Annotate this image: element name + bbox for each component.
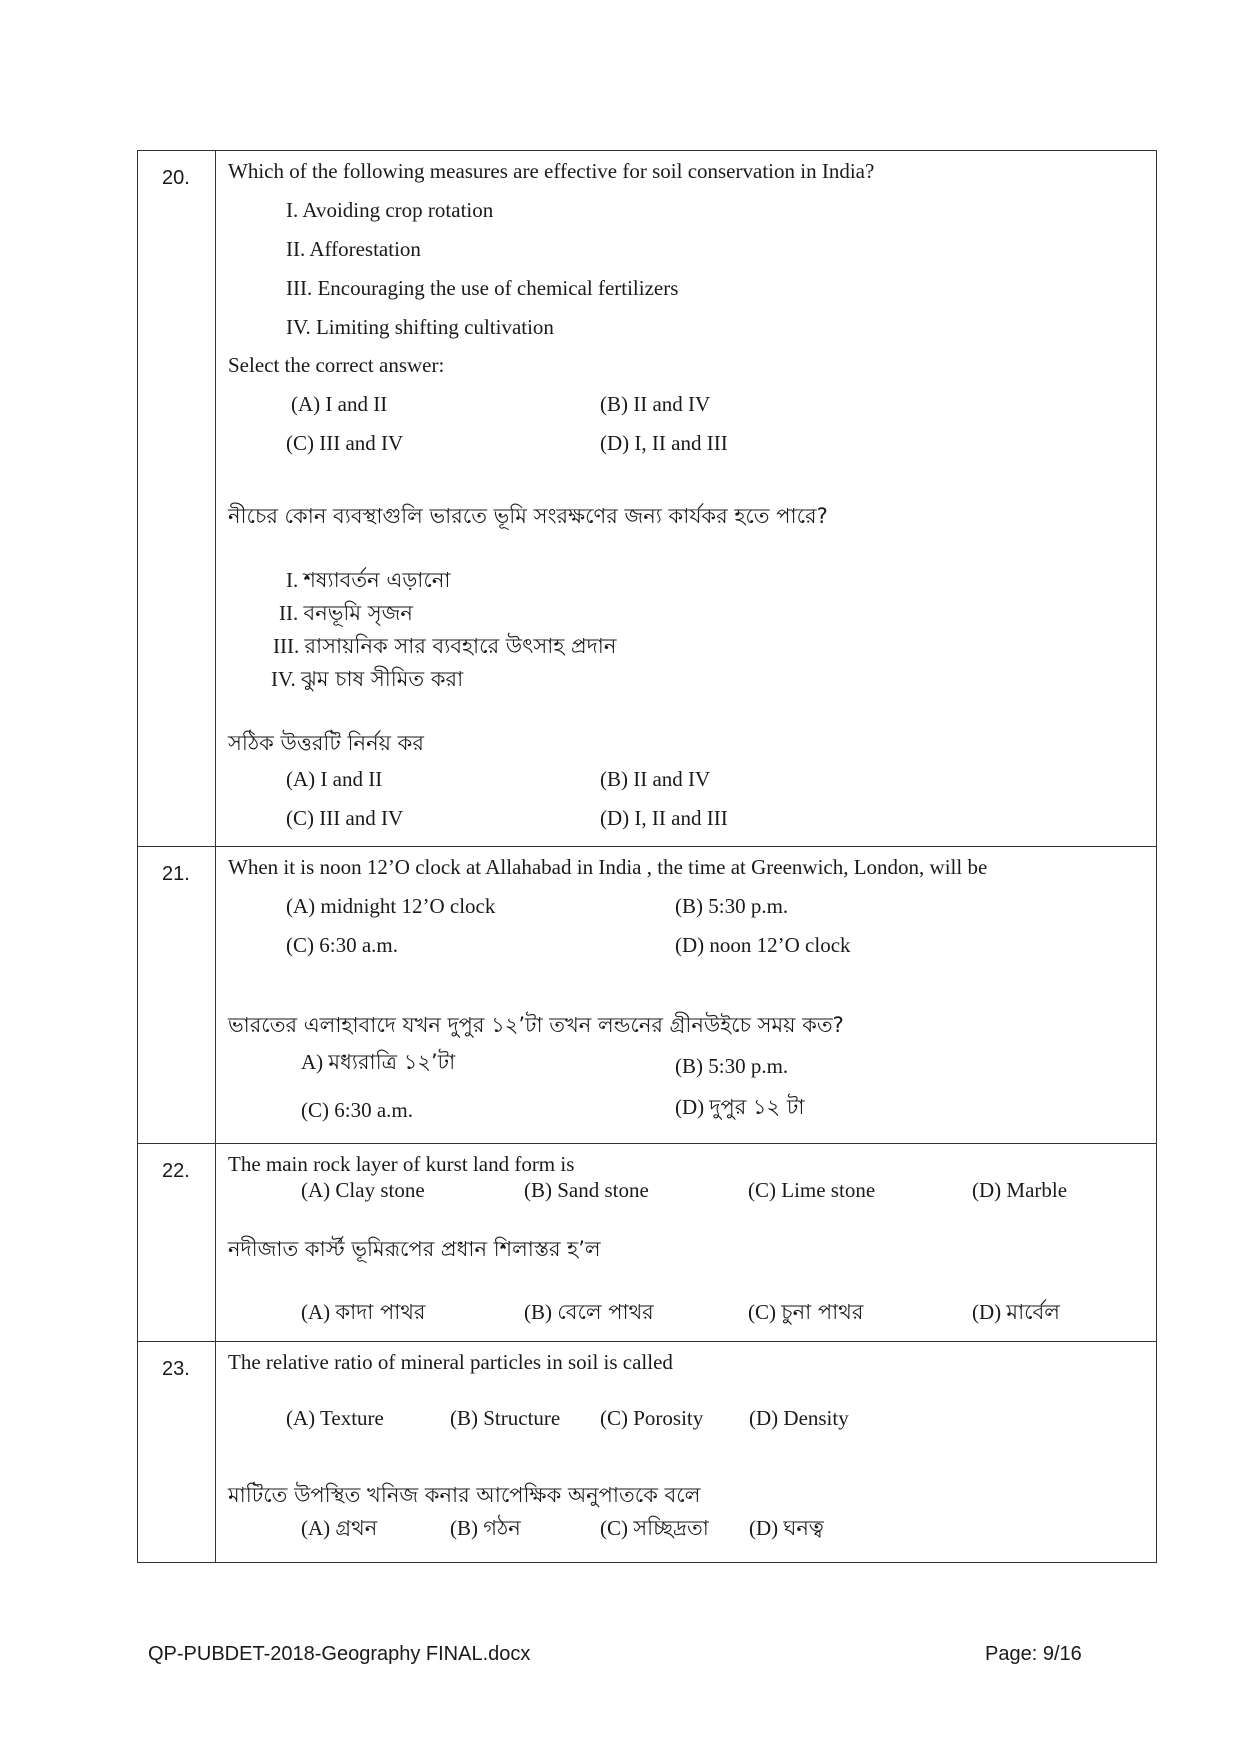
question-body: [216, 151, 1156, 846]
option-a: (A) গ্রথন: [301, 1516, 378, 1540]
statement-bn: III. রাসায়নিক সার ব্যবহারে উৎসাহ প্রদান: [273, 634, 617, 658]
question-number: 23.: [138, 1342, 216, 1563]
question-row-23: [138, 1342, 1157, 1563]
statement-en: IV. Limiting shifting cultivation: [286, 315, 554, 339]
option-d: (D) মার্বেল: [972, 1300, 1060, 1324]
question-number: 20.: [138, 151, 216, 847]
option-b: (B) II and IV: [600, 767, 711, 791]
option-c: (C) সচ্ছিদ্রতা: [600, 1516, 709, 1540]
option-d: (D) noon 12’O clock: [675, 933, 851, 957]
option-d: (D) ঘনত্ব: [749, 1516, 824, 1540]
option-d: (D) দুপুর ১২ টা: [675, 1095, 805, 1119]
option-d: (D) Density: [749, 1406, 849, 1430]
question-text-en: The main rock layer of kurst land form is: [228, 1152, 575, 1176]
select-instruction-en: Select the correct answer:: [228, 353, 445, 377]
question-number: 21.: [138, 847, 216, 1144]
question-text-en: Which of the following measures are effective for soil conservation in India?: [228, 159, 875, 183]
question-body: [216, 1342, 1156, 1562]
option-d: (D) I, II and III: [600, 806, 728, 830]
question-text-en: The relative ratio of mineral particles in soil is called: [228, 1350, 673, 1374]
question-table: [137, 150, 1157, 1563]
option-c: (C) চুনা পাথর: [748, 1300, 864, 1324]
question-number: 22.: [138, 1144, 216, 1342]
question-body: [216, 1144, 1156, 1341]
option-a: (A) Clay stone: [301, 1178, 425, 1202]
statement-en: I. Avoiding crop rotation: [286, 198, 494, 222]
question-body: [216, 847, 1156, 1143]
select-instruction-bn: সঠিক উত্তরটি নির্নয় কর: [228, 731, 424, 755]
question-text-bn: নীচের কোন ব্যবস্থাগুলি ভারতে ভূমি সংরক্ষণের জন্য কার্যকর হতে পারে?: [228, 504, 828, 528]
option-b: (B) Structure: [450, 1406, 561, 1430]
question-text-bn: মাটিতে উপস্থিত খনিজ কনার আপেক্ষিক অনুপাতকে বলে: [228, 1483, 701, 1507]
statement-bn: IV. ঝুম চাষ সীমিত করা: [271, 667, 464, 691]
option-b: (B) 5:30 p.m.: [675, 894, 789, 918]
option-c: (C) III and IV: [286, 431, 404, 455]
option-a: (A) midnight 12’O clock: [286, 894, 496, 918]
option-b: (B) II and IV: [600, 392, 711, 416]
option-d: (D) Marble: [972, 1178, 1068, 1202]
option-c: (C) III and IV: [286, 806, 404, 830]
option-b: (B) গঠন: [450, 1516, 521, 1540]
footer-page-number: Page: 9/16: [985, 1643, 1082, 1665]
option-c: (C) 6:30 a.m.: [301, 1098, 413, 1122]
question-text-bn: ভারতের এলাহাবাদে যখন দুপুর ১২’টা তখন লন্ডনের গ্রীনউইচে সময় কত?: [228, 1013, 844, 1037]
option-b: (B) Sand stone: [524, 1178, 649, 1202]
option-a: A) মধ্যরাত্রি ১২’টা: [301, 1050, 456, 1074]
option-b: (B) বেলে পাথর: [524, 1300, 654, 1324]
option-a: (A) Texture: [286, 1406, 384, 1430]
option-c: (C) 6:30 a.m.: [286, 933, 398, 957]
statement-bn: I. শষ্যাবর্তন এড়ানো: [286, 568, 451, 592]
option-c: (C) Porosity: [600, 1406, 704, 1430]
option-a: (A) I and II: [286, 767, 383, 791]
question-text-en: When it is noon 12’O clock at Allahabad in India , the time at Greenwich, London, will be: [228, 855, 988, 879]
option-d: (D) I, II and III: [600, 431, 728, 455]
question-row-21: [138, 847, 1157, 1144]
question-text-bn: নদীজাত কার্স্ট ভূমিরূপের প্রধান শিলাস্তর হ’ল: [228, 1237, 601, 1261]
question-row-22: [138, 1144, 1157, 1342]
option-a: (A) I and II: [291, 392, 388, 416]
option-b: (B) 5:30 p.m.: [675, 1054, 789, 1078]
statement-en: III. Encouraging the use of chemical fertilizers: [286, 276, 679, 300]
option-a: (A) কাদা পাথর: [301, 1300, 426, 1324]
statement-bn: II. বনভূমি সৃজন: [279, 601, 413, 625]
statement-en: II. Afforestation: [286, 237, 421, 261]
question-row-20: [138, 151, 1157, 847]
footer-filename: QP-PUBDET-2018-Geography FINAL.docx: [148, 1643, 531, 1665]
option-c: (C) Lime stone: [748, 1178, 876, 1202]
